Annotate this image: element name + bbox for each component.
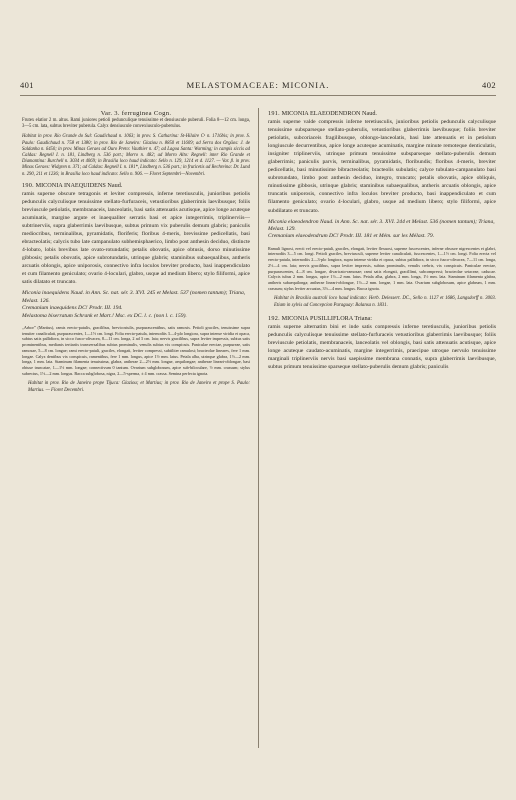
running-title: MELASTOMACEAE: MICONIA. [186,80,330,90]
right-column [268,110,496,788]
species-190-detailed-description: „Arbor” (Martius), ramis erecto-patulis, gracilibus, brevicostulis, purpurascentibus, satis ramosis. Petioli graciles, tenuissime supra tenuiter canaliculati, purpurascentes, 1—1½ cm. longi. Folia erecto-patula, internodiis 3—4-plo longiora, supra intense viridia et opaca, subtus satis pallidiora, in sicco fusco-olivacea, 8—11 cm. longa, 2 ad 3 cm. lata; nervis gracilibus, supra leviter impressis, subtus satis prominentibus, medianis tertiariis transversalibus subtus prominulis, venulis subtus vix conspicuis. Paniculae erectae, purpureae, satis ramosae, 5—8 cm. longae; rami erecto-patuli, graciles, elongati, leviter compressi, subtiliter ramulosi; bracteolae lineares, fere 1 mm. longae. Calyx dentibus vix conspicuis, ramentibus, fere 1 mm. longus, apice 1½ mm. latus. Petala alba, utrinque glabra, 1½—2 mm. longa, 1 mm. lata. Staminum filamenta tenuissima, glabra, antherae 2—2½ mm. longae, aequilongae; antherae lineari-oblongae, basi obtuse truncatae, 1—1½ mm. longae; connectivum 0 tantum. Ovarium subglobosum, apice sub-biloculare, ½ mm. crassum; stylus subrectus, 1½—2 mm. longus. Bacca subglobosa, nigra, 2—5-sperma, ± 4 mm. crassa. Semina perfecta ignota. [22,325,250,376]
synonym-line: Melastoma biserratum Schrank et Mart.! Msc. ex DC. l. c. (non l. c. 159). [22,312,187,319]
variety-habitat: Habitat in prov. Rio Grande do Sul: Gaudichaud n. 1063; in prov. S. Catharina: St-Hilaire C¹ n. 1716bis; in prov. S. Paulo: Gaudichaud n. 758 et 1380; in prov. Rio de Janeiro: Glaziou n. 8850 et 11609; ad Serra dos Orgãos: J. de Saldanha n. 6450; in prov. Minas Geraes ad Ouro Preto: Vauthier n. 47; ad Lagoa Santa: Warming; in campis siccis ad Caldas: Regnell I. n. 181, Lindberg n. 536 part.; Morro n. 482; ad Morro Alto: Regnell: inter Rio Grande et Diamantina: Burchell n. 3034 et 4069; in Brasilia loco haud indicato: Sello n. 129, 1214 et d. 1127. — Var. β. in prov. Minas Geraes: Widgren n. 371; ad Caldas: Regnell I. n. 181*, Lindberg n. 536 part.; in fruticetis ad Rechreina: Dr. Lund n. 290, 211 et 1236; in Brasilia loco haud indicato: Sello n. 906. — Floret Septembri—Novembri. [22,134,250,177]
column-divider [258,108,259,748]
species-name: MICONIA PUSILLIFLORA [281,315,353,322]
species-190-habitat: Habitat in prov. Rio de Janeiro prope Tijuca: Glaziou; et Martius; in prov. Rio de Janeiro et prope S. Paulo: Martius. — Floret Decembri. [28,381,250,393]
species-190-description: ramis superne obscure tetragonis et leviter compressis, inferne teretiusculis, junioribus petiolis pedunculis calyculisque tenuissime stellato-furfuraceis, vetustioribus glaberrimis laevibusque; foliis breviuscule petiolatis, membranaceis, lanceolatis, basi satis attenuatis acutisque, apice longe acuteque acuminatis, margine argute et inaequaliter serratis basi et apice integerrimis, triplinerviis—subtrinerviis, supra glaberrimis laevibusque, subtus primum vix puberulis demum glabris; paniculis mediocribus, terminalibus, pyramidatis, floriferis; floribus 4-meris, brevissime pedicellatis, basi ebracteolatis; calycis tubo late campanulato subhemisphaerico, limbo post anthesin deciduo, distincte 4-lobato, lobis brevibus late ovato-rotundatis; petalis obovatis, apice obtusis, dorso minutissime gibbosis; petalis obovatis, apice subrotundatis, utrinque glabris; staminibus subaequalibus, antheris arcuatis oblongis, apice uniporosis, connectivo infra loculos breviter producto, basi inappendiculato et cum filamento geniculato; ovario 4-loculari, glabro, usque ad medium libero; stylo filiformi, apice satis dilatato et truncato. [22,190,250,286]
species-190-heading [22,182,250,190]
synonym-line: Miconia elaeodendron Naud. in Ann. Sc. nat. sér. 3. XVI. 244 et Melast. 536 (nomen tantum); Triana, Melast. 129. [268,218,495,232]
synonym-line: Cremanium elaeodendrum DC! Prodr. III. 181 et Mém. sur les Mélast. 79. [268,233,435,240]
species-name: MICONIA INAEQUIDENS [35,181,106,189]
left-column [22,110,250,788]
species-number: 192. [268,315,281,322]
species-192-heading [268,315,496,323]
species-name: MICONIA ELAEODENDRON [281,110,361,117]
header-rule [20,95,496,96]
species-author: Naud. [362,110,377,117]
species-number: 191. [268,110,281,117]
variety-heading: Var. 3. ferruginea Cogn. [100,110,172,117]
species-191-description: ramis superne valde compressis inferne teretiusculis, junioribus petiolis pedunculis calyculisque tenuissime subsparseque stellato-puberulis, vetustioribus glaberrimis laevibusque; foliis breviter petiolatis, subcoriaceis fragilibusque, oblongo-lanceolatis, basi late attenuatis et in petiolum longiuscule decurrentibus, apice longe acuteque acuminatis, margine minute remoteque denticulatis, insigniter triplinerviis, utrinque primum tenuissime subsparseque stellato-puberulis demum glaberrimis; paniculis parvis, terminalibus, pyramidatis, floribundis; floribus 4-meris, breviter pedicellatis, basi minutissime bibracteolatis; bracteolis subulatis; calyce tubulato-campanulato basi subrotundato, limbo post anthesin deciduo, integro, truncato; petalis obovatis, apice obliquis, minutissime gibbosis, utrinque glabris; staminibus subaequalibus, antheris arcuatis oblongis, apice truncatis uniporosis, connectivo infra loculos breviter producto, basi inappendiculato et cum filamento geniculato; ovario 4-loculari, glabro, usque ad medium libero; stylo filiformi, apice subdilatato et truncato. [268,119,496,214]
species-author: Triana: [354,315,373,322]
species-191-detailed-description: Ramuli lignosi, erecti vel erecto-patuli, graciles, elongati, leviter flexuosi, superne fuscescentes, inferne obscure nigrescentes et glabri, internodiis 3—5 cm. longi. Petioli graciles, breviusculi, superne leviter canaliculati, fuscescentes, 1—1½ cm. longi. Folia erecta vel erecto-patula, internodiis 2—3-plo longiora, supra intense viridia et opaca, subtus pallidiora, in sicco fusco-olivacea, 7—11 cm. longa, 2½—4 cm. lata; nervis gracilibus, supra leviter impressis, subtus prominulis, venulis crebris, vix conspicuis. Paniculae erectae, purpurascentes, 4—8 cm. longae, divaricato-ramosae; rami satis elongati, gracillimi, subcompressi; bracteolae setaceae, caducae. Calycis tubus 2 mm. longus, apice 1½—2 mm. latus. Petala alba, glabra, 2 mm. longa, 1½ mm. lata. Staminum filamenta glabra, antheris subaequilonga; antherae lineari-oblongae, 1½—2 mm. longae, 1 mm. lata. Ovarium subglobosum, apice glabrum, 1 mm. crassum; stylus leviter arcuatus, 3½—4 mm. longus. Bacca ignota. [268,245,496,291]
species-190-synonyms [22,290,250,320]
variety-text: Frutex elatior 2 m. altus. Rami juniores petioli pedunculique tenuissime et densiuscule puberuli. Folia 8—12 cm. longa, 3—5 cm. lata, subtus breviter puberula. Calyx densiuscule convexiusculo-puberulus. [22,118,250,130]
synonym-line: Cremanium inaequidens DC! Prodr. III. 194. [22,305,123,312]
species-author: Naud. [107,181,123,189]
species-191-heading [268,110,496,118]
species-192-description: ramis superne alternatim bini et inde satis compressis inferne teretiusculis, junioribus petiolis pedunculis calyculisque tenuissime stellato-furfuraceis vetustioribus glaberrimis laevibusque; foliis breviuscule petiolatis, membranaceis, lanceolatis vel oblongis, basi satis attenuatis acutisque, apice longe acuteque caudato-acuminatis, margine integerrimis, praecipue utroque nervulo tenuissime marginali triplinerviis nervis basi saepissime membrana connatis, supra glaberrimis laevibusque, subtus primum tenuissime sparseque stellato-puberulis demum glabris; paniculis [268,324,496,371]
page-number-left: 401 [20,80,34,90]
synonym-line: Miconia inaequidens Naud. in Ann. Sc. nat. sér. 3. XVI. 245 et Melast. 537 (nomen tantum); Triana, Melast. 126. [22,290,246,304]
species-191-habitat: Habitat in Brasilia australi loco haud indicato: Herb. Delessert. DC., Sello n. 1127 et 1686, Langsdorff n. 3003. Etiam in sylvis ad Concepcion Paraguay: Balansa n. 1831. [274,296,496,308]
page-number-right: 402 [482,80,496,90]
species-number: 190. [22,181,35,189]
running-header [20,80,496,94]
species-191-synonyms [268,219,496,241]
